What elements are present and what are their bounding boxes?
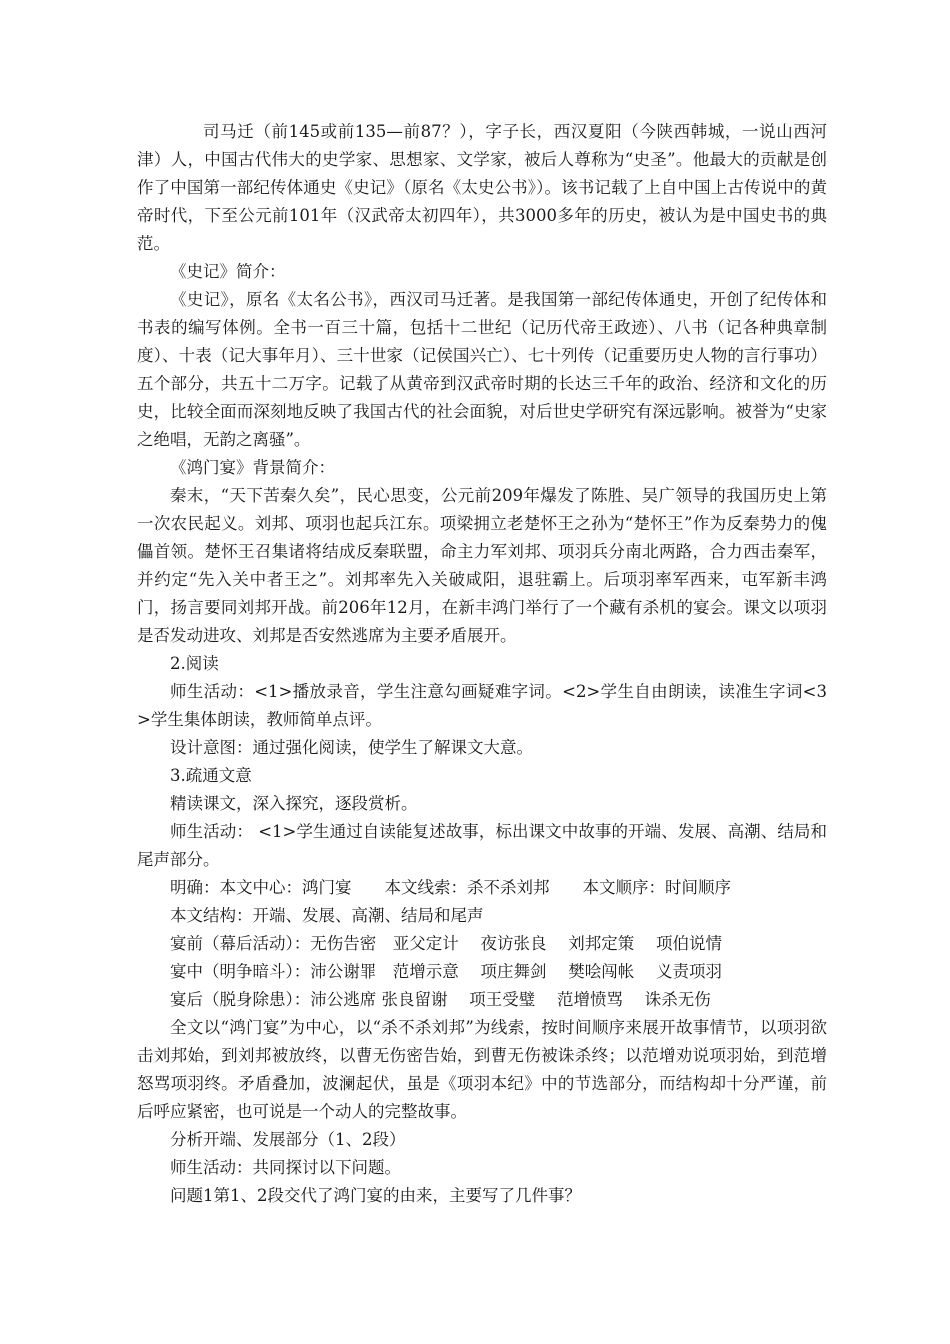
paragraph-analysis-heading: 分析开端、发展部分（1、2段） <box>170 1130 406 1149</box>
paragraph-structure: 本文结构：开端、发展、高潮、结局和尾声 <box>170 906 484 925</box>
heading-understanding: 3.疏通文意 <box>170 766 252 785</box>
paragraph-close-reading: 精读课文，深入探究，逐段赏析。 <box>170 794 418 813</box>
paragraph-shiji-intro: 《史记》，原名《太名公书》，西汉司马迁著。是我国第一部纪传体通史，开创了纪传体和书表的编写体例。全书一百三十篇，包括十二世纪（记历代帝王政迹）、八书（记各种典章制度）、十表（记大事年月）、三十世家（记侯国兴亡）、七十列传（记重要历史人物的言行事功）五个部分，共五十二万字。记载了从黄帝到汉武帝时期的长达三千年的政治、经济和文化的历史，比较全面而深刻地反映了我国古代的社会面貌，对后世史学研究有深远影响。被誉为“史家之绝唱，无韵之离骚”。 <box>137 290 827 449</box>
heading-shiji-intro: 《史记》简介： <box>170 262 286 281</box>
paragraph-discussion: 师生活动：共同探讨以下问题。 <box>170 1158 401 1177</box>
paragraph-question-1: 问题1第1、2段交代了鸿门宴的由来，主要写了几件事？ <box>170 1186 581 1205</box>
paragraph-reading-intent: 设计意图：通过强化阅读，使学生了解课文大意。 <box>170 738 533 757</box>
paragraph-hongmenyan-background: 秦末，“天下苦秦久矣”，民心思变，公元前209年爆发了陈胜、吴广领导的我国历史上第一次农民起义。刘邦、项羽也起兵江东。项梁拥立老楚怀王之孙为“楚怀王”作为反秦势力的傀儡首领。楚怀王召集诸将结成反秦联盟，命主力军刘邦、项羽兵分南北两路，合力西击秦军，并约定“先入关中者王之”。刘邦率先入关破咸阳，退驻霸上。后项羽率军西来，屯军新丰鸿门，扬言要同刘邦开战。前206年12月，在新丰鸿门举行了一个藏有杀机的宴会。课文以项羽是否发动进攻、刘邦是否安然逃席为主要矛盾展开。 <box>137 486 827 645</box>
paragraph-before-banquet: 宴前（幕后活动）：无伤告密 亚父定计 夜访张良 刘邦定策 项伯说情 <box>170 934 722 953</box>
heading-hongmenyan-background: 《鸿门宴》背景简介： <box>170 458 335 477</box>
heading-reading: 2.阅读 <box>170 654 219 673</box>
paragraph-retell-activity: 师生活动： <1>学生通过自读能复述故事，标出课文中故事的开端、发展、高潮、结局和尾声部分。 <box>137 822 827 869</box>
paragraph-clarify: 明确：本文中心：鸿门宴 本文线索：杀不杀刘邦 本文顺序：时间顺序 <box>170 878 731 897</box>
paragraph-after-banquet: 宴后（脱身除患）：沛公逃席 张良留谢 项王受璧 范增愤骂 诛杀无伤 <box>170 990 711 1009</box>
paragraph-summary: 全文以“鸿门宴”为中心，以“杀不杀刘邦”为线索，按时间顺序来展开故事情节，以项羽欲击刘邦始，到刘邦被放终，以曹无伤密告始，到曹无伤被诛杀终；以范增劝说项羽始，到范增怒骂项羽终。矛盾叠加，波澜起伏，虽是《项羽本纪》中的节选部分，而结构却十分严谨，前后呼应紧密，也可说是一个动人的完整故事。 <box>137 1018 827 1121</box>
paragraph-sima-qian-bio: 司马迁（前145或前135—前87？），字子长，西汉夏阳（今陕西韩城，一说山西河津）人，中国古代伟大的史学家、思想家、文学家，被后人尊称为“史圣”。他最大的贡献是创作了中国第一部纪传体通史《史记》（原名《太史公书》）。该书记载了上自中国上古传说中的黄帝时代，下至公元前101年（汉武帝太初四年），共3000多年的历史，被认为是中国史书的典范。 <box>137 122 827 253</box>
document-body <box>137 118 827 1210</box>
paragraph-during-banquet: 宴中（明争暗斗）：沛公谢罪 范增示意 项庄舞剑 樊哙闯帐 义责项羽 <box>170 962 722 981</box>
paragraph-reading-activity: 师生活动：<1>播放录音，学生注意勾画疑难字词。<2>学生自由朗读，读准生字词<3>学生集体朗读，教师简单点评。 <box>137 682 827 729</box>
